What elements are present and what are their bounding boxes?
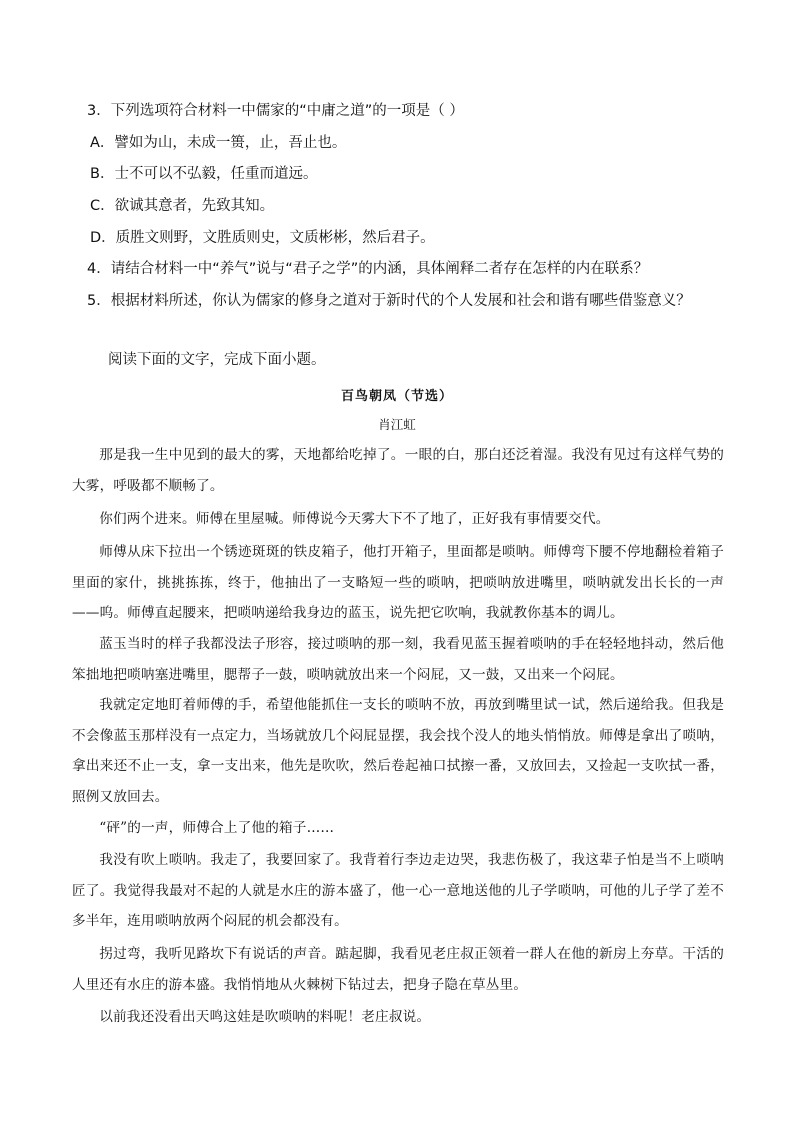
question-4: 4．请结合材料一中“养气”说与“君子之学”的内涵，具体阐释二者存在怎样的内在联系？ [87, 261, 649, 277]
paragraph: 蓝玉当时的样子我都没法子形容，接过唢呐的那一刻，我看见蓝玉握着唢呐的手在轻轻地抖动，然后他笨拙地把唢呐塞进嘴里，腮帮子一鼓，唢呐就放出来一个闷屁，又一鼓，又出来一个闷屁。 [72, 636, 724, 683]
option-b: B．士不可以不弘毅，任重而道远。 [90, 166, 318, 182]
paragraph: 你们两个进来。师傅在里屋喊。师傅说今天雾大下不了地了，正好我有事情要交代。 [99, 511, 610, 527]
paragraph: 拐过弯，我听见路坎下有说话的声音。踮起脚，我看见老庄叔正领着一群人在他的新房上夯草。干活的人里还有水庄的游本盛。我悄悄地从火棘树下钻过去，把身子隐在草丛里。 [72, 946, 724, 993]
option-a: A．譬如为山，未成一篑，止，吾止也。 [90, 135, 347, 151]
paragraph: 我就定定地盯着师傅的手，希望他能抓住一支长的唢呐不放，再放到嘴里试一试，然后递给我。但我是不会像蓝玉那样没有一点定力，当场就放几个闷屁显摆，我会找个没人的地头悄悄放。师傅是拿出了唢呐，拿出来还不止一支，拿一支出来，他先是吹吹，然后卷起袖口拭擦一番，又放回去，又捡起一支吹拭一番，照例又放回去。 [72, 697, 724, 805]
paragraph: 我没有吹上唢呐。我走了，我要回家了。我背着行李边走边哭，我悲伤极了，我这辈子怕是当不上唢呐匠了。我觉得我最对不起的人就是水庄的游本盛了，他一心一意地送他的儿子学唢呐，可他的儿子学了差不多半年，连用唢呐放两个闷屁的机会都没有。 [72, 852, 724, 929]
reading-instruction: 阅读下面的文字，完成下面小题。 [108, 352, 326, 368]
option-c: C．欲诚其意者，先致其知。 [90, 198, 275, 214]
option-d: D．质胜文则野，文胜质则史，文质彬彬，然后君子。 [90, 230, 435, 246]
paragraph: “砰”的一声，师傅合上了他的箱子…… [99, 820, 335, 836]
passage-title: 百鸟朝凤（节选） [340, 389, 453, 404]
question-5: 5．根据材料所述，你认为儒家的修身之道对于新时代的个人发展和社会和谐有哪些借鉴意义？ [87, 293, 691, 309]
passage-author: 肖江虹 [378, 417, 416, 432]
paragraph: 以前我还没看出天鸣这娃是吹唢呐的料呢！老庄叔说。 [99, 1009, 431, 1025]
question-3: 3．下列选项符合材料一中儒家的“中庸之道”的一项是（ ） [87, 103, 464, 119]
paragraph: 师傅从床下拉出一个锈迹斑斑的铁皮箱子，他打开箱子，里面都是唢呐。师傅弯下腰不停地翻检着箱子里面的家什，挑挑拣拣，终于，他抽出了一支略短一些的唢呐，把唢呐放进嘴里，唢呐就发出长长的一声——呜。师傅直起腰来，把唢呐递给我身边的蓝玉，说先把它吹响，我就教你基本的调儿。 [72, 544, 724, 621]
paragraph: 那是我一生中见到的最大的雾，天地都给吃掉了。一眼的白，那白还泛着湿。我没有见过有这样气势的大雾，呼吸都不顺畅了。 [72, 447, 724, 494]
